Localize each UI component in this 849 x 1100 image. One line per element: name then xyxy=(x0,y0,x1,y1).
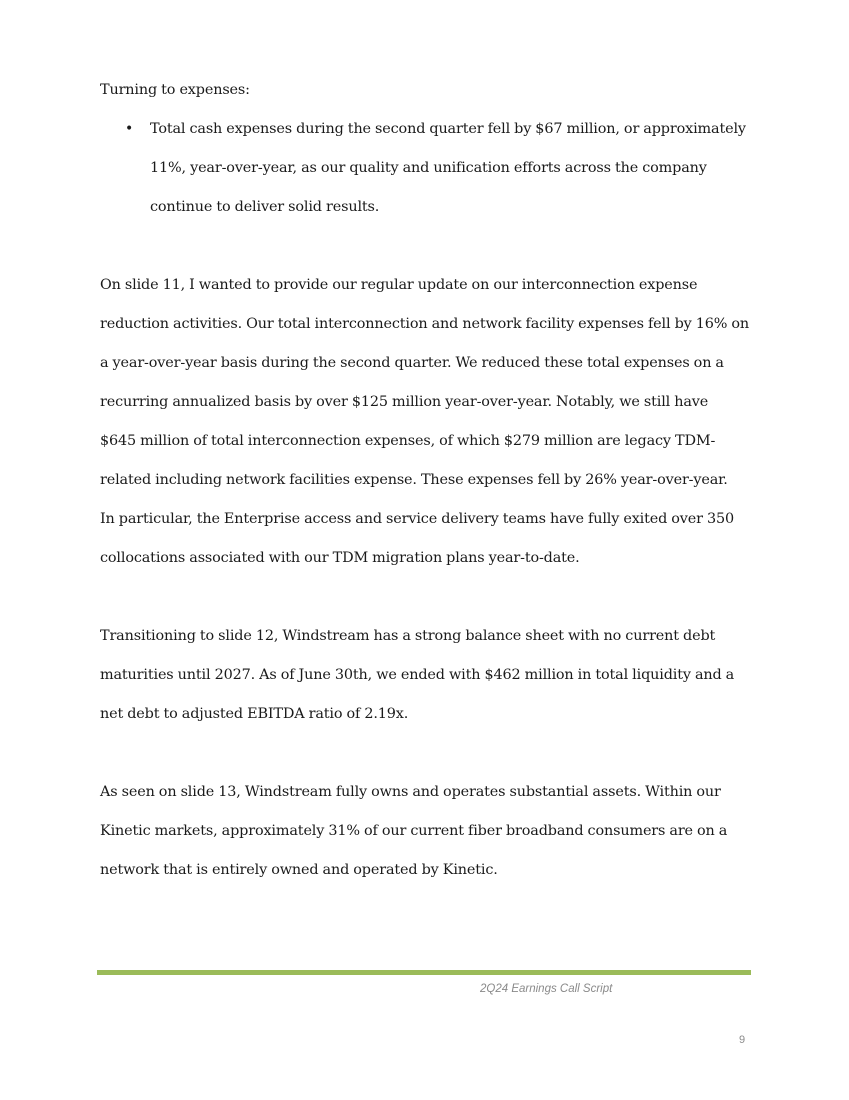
footer-caption: 2Q24 Earnings Call Script xyxy=(480,983,613,995)
paragraph-line: Kinetic markets, approximately 31% of our current fiber broadband consumers are on a xyxy=(100,823,728,839)
bullet-line: continue to deliver solid results. xyxy=(150,199,380,215)
footer-divider xyxy=(97,970,751,975)
bullet-line: 11%, year-over-year, as our quality and unification efforts across the company xyxy=(150,160,707,176)
expense-bullet-list xyxy=(100,110,755,227)
paragraph-line: maturities until 2027. As of June 30th, we ended with $462 million in total liquidity and a xyxy=(100,667,735,683)
intro-line: Turning to expenses: xyxy=(100,82,250,98)
intro-heading xyxy=(100,71,755,110)
bullet-icon: • xyxy=(125,121,134,137)
paragraph-line: collocations associated with our TDM migration plans year-to-date. xyxy=(100,550,580,566)
bullet-line: Total cash expenses during the second quarter fell by $67 million, or approximately xyxy=(150,121,746,137)
paragraph-line: recurring annualized basis by over $125 million year-over-year. Notably, we still have xyxy=(100,394,709,410)
paragraph-line: On slide 11, I wanted to provide our regular update on our interconnection expense xyxy=(100,277,698,293)
paragraph-line: As seen on slide 13, Windstream fully owns and operates substantial assets. Within our xyxy=(100,784,721,800)
paragraph-line: a year-over-year basis during the second quarter. We reduced these total expenses on a xyxy=(100,355,724,371)
paragraph-line: net debt to adjusted EBITDA ratio of 2.19x. xyxy=(100,706,409,722)
paragraph-line: related including network facilities expense. These expenses fell by 26% year-over-year. xyxy=(100,472,728,488)
paragraph-line: reduction activities. Our total interconnection and network facility expenses fell by 16% on xyxy=(100,316,750,332)
paragraph-line: Transitioning to slide 12, Windstream has a strong balance sheet with no current debt xyxy=(100,628,716,644)
page-number: 9 xyxy=(739,1034,746,1046)
paragraph-line: In particular, the Enterprise access and service delivery teams have fully exited over 350 xyxy=(100,511,735,527)
paragraph-balance-sheet xyxy=(100,617,755,734)
paragraph-assets xyxy=(100,773,755,890)
paragraph-line: network that is entirely owned and operated by Kinetic. xyxy=(100,862,498,878)
bullet-item-cash-expenses xyxy=(100,110,755,227)
paragraph-line: $645 million of total interconnection expenses, of which $279 million are legacy TDM- xyxy=(100,433,716,449)
paragraph-interconnection xyxy=(100,266,755,578)
